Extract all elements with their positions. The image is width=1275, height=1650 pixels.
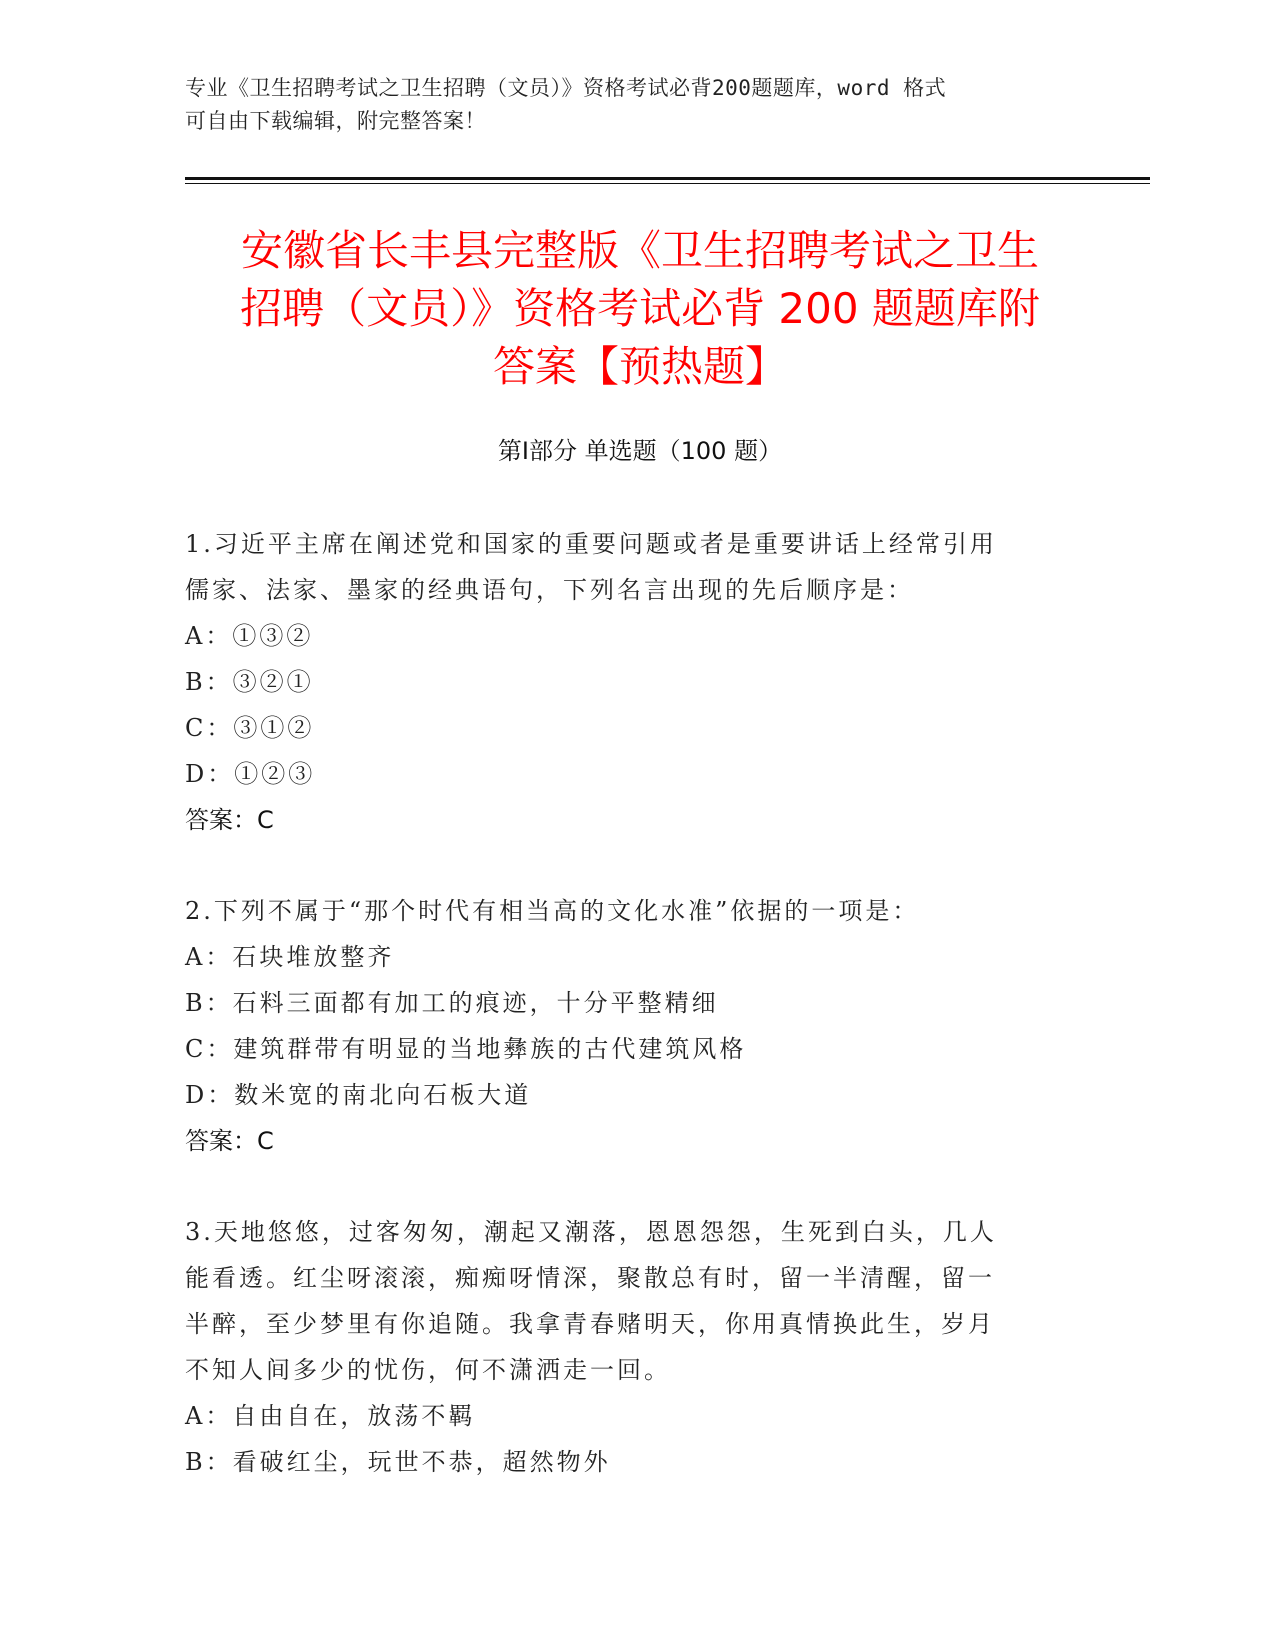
option-b: B：③②①: [185, 668, 314, 696]
header-note-line-1: 专业《卫生招聘考试之卫生招聘（文员）》资格考试必背200题题库，word 格式: [185, 76, 947, 100]
option-b: B：石料三面都有加工的痕迹，十分平整精细: [185, 989, 719, 1017]
question-item: [185, 1209, 1065, 1485]
option-d: D：数米宽的南北向石板大道: [185, 1081, 532, 1109]
question-stem-line: 儒家、法家、墨家的经典语句，下列名言出现的先后顺序是：: [185, 576, 914, 604]
question-stem-line: 半醉，至少梦里有你追随。我拿青春赌明天，你用真情换此生，岁月: [185, 1310, 995, 1338]
document-title-line-3: 答案【预热题】: [492, 342, 787, 391]
option-a: A：自由自在，放荡不羁: [185, 1402, 476, 1430]
header-divider-thin: [185, 183, 1150, 184]
option-a: A：石块堆放整齐: [185, 943, 395, 971]
question-stem-line: 不知人间多少的忧伤，何不潇洒走一回。: [185, 1356, 671, 1384]
document-title-line-2: 招聘（文员）》资格考试必背 200 题题库附: [240, 284, 1040, 333]
header-divider-thick: [185, 177, 1150, 180]
section-title: 第Ⅰ部分 单选题（100 题）: [497, 437, 783, 465]
header-note-line-2: 可自由下载编辑，附完整答案！: [185, 109, 486, 133]
document-title-line-1: 安徽省长丰县完整版《卫生招聘考试之卫生: [240, 226, 1039, 275]
header-note: [185, 72, 1065, 138]
document-title: [185, 222, 1095, 396]
answer-line: 答案：C: [185, 806, 274, 834]
answer-line: 答案：C: [185, 1127, 274, 1155]
option-a: A：①③②: [185, 622, 314, 650]
option-d: D：①②③: [185, 760, 316, 788]
question-stem-line: 3.天地悠悠，过客匆匆，潮起又潮落，恩恩怨怨，生死到白头，几人: [185, 1218, 997, 1246]
question-stem-line: 1.习近平主席在阐述党和国家的重要问题或者是重要讲话上经常引用: [185, 530, 997, 558]
question-item: [185, 888, 1065, 1164]
question-stem-line: 2.下列不属于“那个时代有相当高的文化水准”依据的一项是：: [185, 897, 920, 925]
question-list: [185, 521, 1065, 1530]
question-item: [185, 521, 1065, 843]
option-c: C：建筑群带有明显的当地彝族的古代建筑风格: [185, 1035, 747, 1063]
question-stem-line: 能看透。红尘呀滚滚，痴痴呀情深，聚散总有时，留一半清醒，留一: [185, 1264, 995, 1292]
option-b: B：看破红尘，玩世不恭，超然物外: [185, 1448, 611, 1476]
option-c: C：③①②: [185, 714, 315, 742]
